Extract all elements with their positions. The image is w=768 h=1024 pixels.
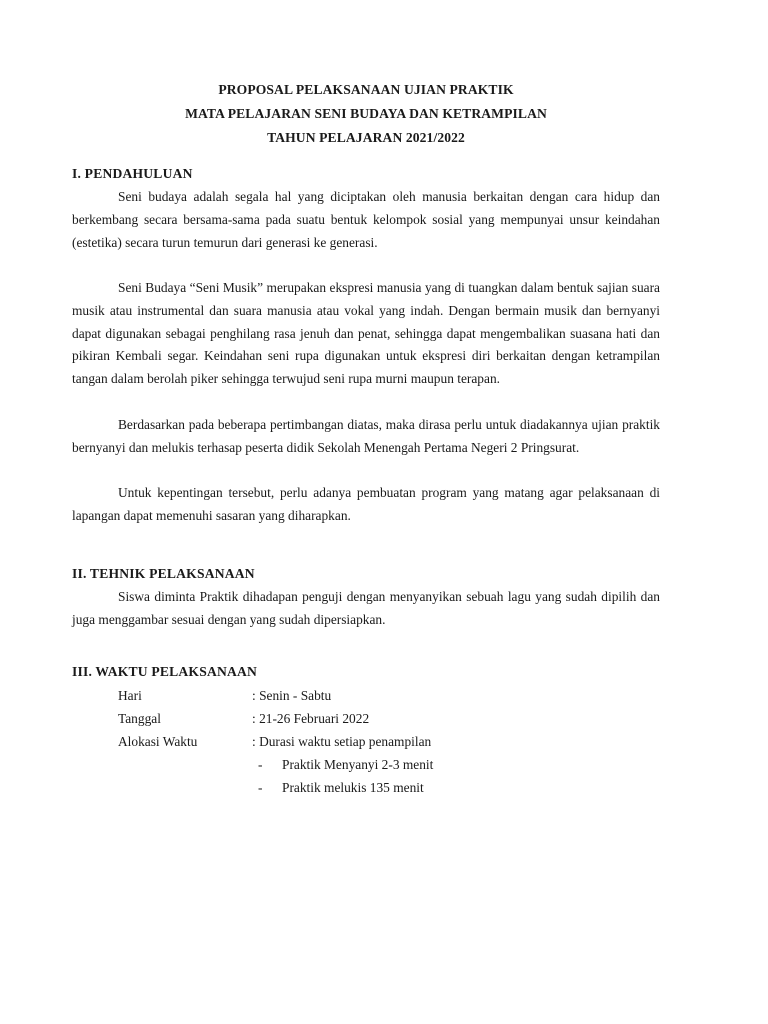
document-title-line-1: PROPOSAL PELAKSANAAN UJIAN PRAKTIK [218, 82, 514, 97]
document-page [72, 0, 660, 1024]
section-heading-tehnik: II. TEHNIK PELAKSANAAN [72, 566, 255, 581]
schedule-value: : 21-26 Februari 2022 [252, 711, 370, 726]
list-dash: - [258, 780, 263, 795]
list-item-text: Praktik melukis 135 menit [282, 780, 424, 795]
section-heading-pendahuluan: I. PENDAHULUAN [72, 166, 193, 181]
paragraph-kepentingan: Untuk kepentingan tersebut, perlu adanya pembuatan program yang matang agar pelaksanaan di lapangan dapat memenuhi sasaran yang diharapkan. [72, 485, 660, 523]
paragraph-tehnik: Siswa diminta Praktik dihadapan penguji dengan menyanyikan sebuah lagu yang sudah dipilih dan juga menggambar sesuai dengan yang sudah dipersiapkan. [72, 589, 660, 627]
schedule-value: : Senin - Sabtu [252, 688, 332, 703]
paragraph-seni-budaya: Seni budaya adalah segala hal yang diciptakan oleh manusia berkaitan dengan cara hidup dan berkembang secara bersama-sama pada suatu bentuk kelompok sosial yang mempunyai unsur keindahan (estetika) secara turun temurun dari generasi ke generasi. [72, 189, 660, 250]
list-dash: - [258, 757, 263, 772]
schedule-label: Alokasi Waktu [118, 734, 198, 749]
document-title-line-2: MATA PELAJARAN SENI BUDAYA DAN KETRAMPILAN [185, 106, 547, 121]
schedule-label: Hari [118, 688, 142, 703]
section-heading-waktu: III. WAKTU PELAKSANAAN [72, 664, 258, 679]
document-title-line-3: TAHUN PELAJARAN 2021/2022 [267, 130, 465, 145]
schedule-value: : Durasi waktu setiap penampilan [252, 734, 432, 749]
list-item-text: Praktik Menyanyi 2-3 menit [282, 757, 434, 772]
paragraph-pertimbangan: Berdasarkan pada beberapa pertimbangan diatas, maka dirasa perlu untuk diadakannya ujian praktik bernyanyi dan melukis terhasap peserta didik Sekolah Menengah Pertama Negeri 2 Pringsurat. [72, 417, 660, 455]
schedule-label: Tanggal [118, 711, 161, 726]
paragraph-seni-musik: Seni Budaya “Seni Musik” merupakan ekspresi manusia yang di tuangkan dalam bentuk sajian suara musik atau instrumental dan suara manusia atau vokal yang indah. Dengan bermain musik dan bernyanyi dapat digunakan sebagai penghilang rasa jenuh dan penat, sehingga dapat mengembalikan suasana hati dan pikiran Kembali segar. Keindahan seni rupa digunakan untuk ekspresi diri berkaitan dengan ketrampilan tangan dalam berolah piker sehingga terwujud seni rupa murni maupun terapan. [72, 280, 660, 387]
